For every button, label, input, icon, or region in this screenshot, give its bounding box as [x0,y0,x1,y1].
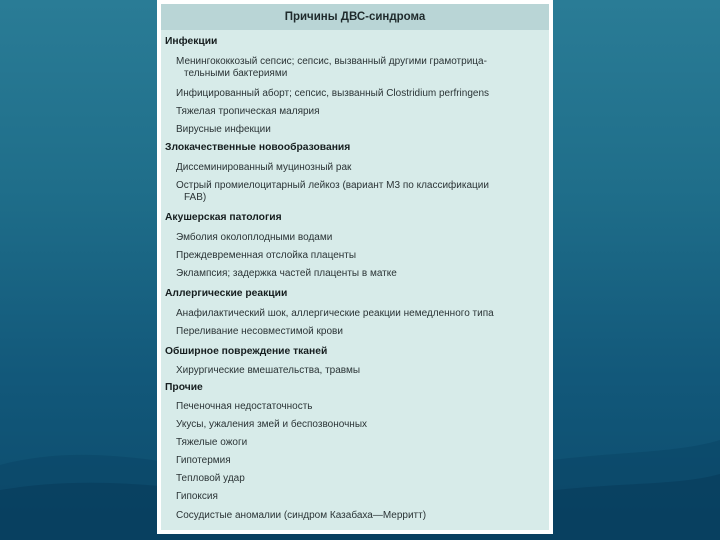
list-item: Вирусные инфекции [176,124,271,135]
list-item: тельными бактериями [184,68,288,79]
document-image [157,0,553,534]
list-item: Печеночная недостаточность [176,401,313,412]
list-item: Анафилактический шок, аллергические реакции немедленного типа [176,308,494,319]
list-item: Сосудистые аномалии (синдром Казабаха—Мерритт) [176,510,427,521]
list-item: Эклампсия; задержка частей плаценты в матке [176,268,397,279]
section-heading: Инфекции [165,36,218,47]
section-heading: Обширное повреждение тканей [165,346,328,357]
list-item: Переливание несовместимой крови [176,326,343,337]
list-item: Гипотермия [176,455,231,466]
document-body [161,30,549,530]
list-item: Преждевременная отслойка плаценты [176,250,357,261]
list-item: Хирургические вмешательства, травмы [176,365,361,376]
list-item: Гипоксия [176,491,218,502]
list-item: Тяжелые ожоги [176,437,248,448]
list-item: FAB) [184,192,207,203]
list-item: Диссеминированный муцинозный рак [176,162,352,173]
list-item: Тепловой удар [176,473,245,484]
section-heading: Аллергические реакции [165,288,288,299]
list-item: Менингококкозый сепсис; сепсис, вызванный другими грамотрица- [176,56,487,67]
list-item: Укусы, ужаления змей и беспозвоночных [176,419,368,430]
section-heading: Акушерская патология [165,212,282,223]
list-item: Эмболия околоплодными водами [176,232,333,243]
list-item: Инфицированный аборт; сепсис, вызванный Clostridium perfringens [176,88,490,99]
document-title: Причины ДВС-синдрома [161,4,549,30]
list-item: Тяжелая тропическая малярия [176,106,320,117]
section-heading: Злокачественные новообразования [165,142,351,153]
section-heading: Прочие [165,382,203,393]
list-item: Острый промиелоцитарный лейкоз (вариант М3 по классификации [176,180,489,191]
